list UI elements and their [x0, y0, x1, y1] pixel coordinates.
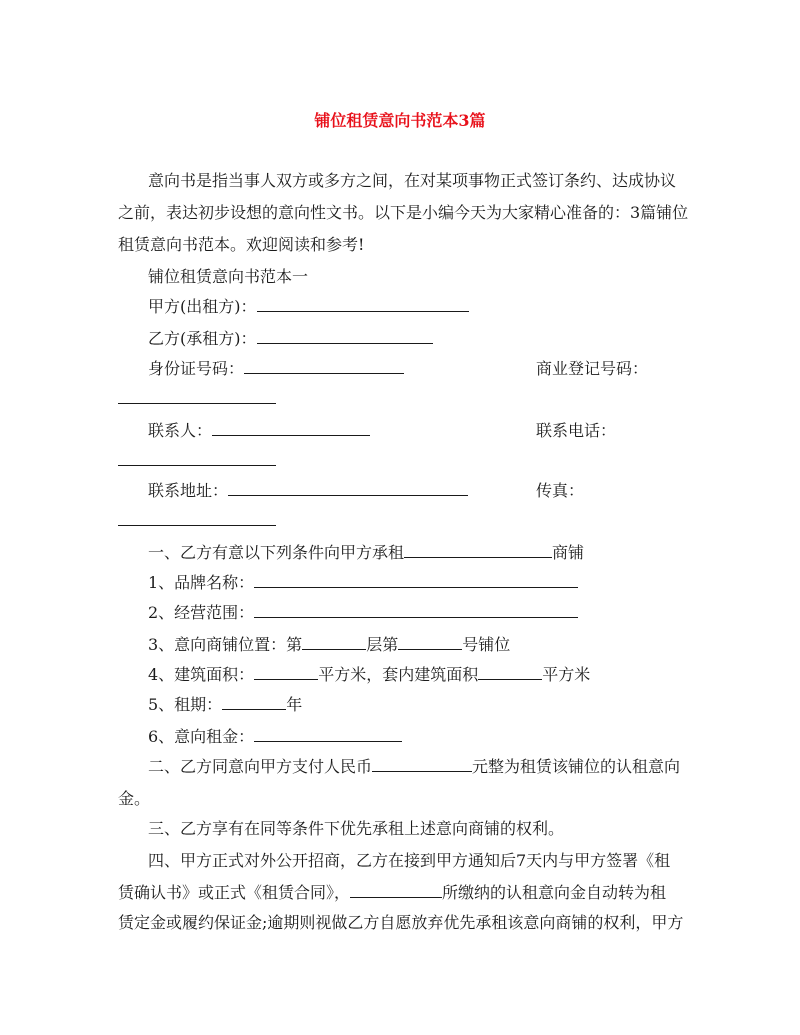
clause-4-line-2-tail: 所缴纳的认租意向金自动转为租 — [442, 883, 667, 902]
item-area-label: 4、建筑面积： — [148, 665, 255, 684]
party-a-label: 甲方(出租方)： — [148, 297, 257, 316]
clause-4-line-2-lead: 赁确认书》或正式《租赁合同》， — [118, 883, 351, 902]
item-brand-line — [148, 572, 578, 594]
item-term-blank — [222, 694, 286, 710]
party-a-line — [148, 296, 469, 318]
clause-1-line — [148, 542, 584, 564]
intro-line-3: 租赁意向书范本。欢迎阅读和参考! — [118, 235, 365, 254]
id-number-line — [148, 358, 404, 380]
item-term-line — [148, 694, 302, 716]
clause-4-line-2 — [118, 882, 666, 904]
item-scope-label: 2、经营范围： — [148, 603, 255, 622]
item-location-label: 3、意向商铺位置：第 — [148, 635, 303, 654]
document-title: 铺位租赁意向书范本3篇 — [314, 111, 486, 130]
item-area-mid: 平方米，套内建筑面积 — [318, 665, 479, 684]
item-scope-blank — [254, 602, 578, 618]
contact-person-blank — [212, 420, 370, 436]
clause-3-line: 三、乙方享有在同等条件下优先承租上述意向商铺的权利。 — [148, 819, 565, 838]
clause-4-line-1: 四、甲方正式对外公开招商，乙方在接到甲方通知后7天内与甲方签署《租 — [148, 851, 671, 870]
item-rent-label: 6、意向租金： — [148, 727, 255, 746]
business-reg-blank — [118, 388, 276, 404]
contact-person-line — [148, 420, 370, 442]
contact-address-label: 联系地址： — [148, 481, 229, 500]
party-b-blank — [257, 328, 433, 344]
contact-address-line — [148, 480, 468, 502]
item-rent-line — [148, 726, 402, 748]
item-area-blank-2 — [478, 664, 542, 680]
item-term-label: 5、租期： — [148, 695, 223, 714]
party-b-line — [148, 328, 433, 350]
party-a-blank — [257, 296, 469, 312]
party-b-label: 乙方(承租方)： — [148, 329, 257, 348]
clause-2-wrap: 金。 — [118, 789, 151, 808]
clause-1-tail: 商铺 — [552, 543, 585, 562]
clause-2-tail: 元整为租赁该铺位的认租意向 — [472, 757, 681, 776]
id-number-label: 身份证号码： — [148, 359, 245, 378]
intro-line-2: 之前，表达初步设想的意向性文书。以下是小编今天为大家精心准备的：3篇铺位 — [118, 203, 689, 222]
fax-blank — [118, 510, 276, 526]
item-location-unit-blank — [398, 634, 462, 650]
fax-line — [118, 510, 276, 532]
item-brand-label: 1、品牌名称： — [148, 573, 255, 592]
item-rent-blank — [254, 726, 402, 742]
item-area-line — [148, 664, 590, 686]
clause-1-lead: 一、乙方有意以下列条件向甲方承租 — [148, 543, 405, 562]
clause-4-blank — [350, 882, 442, 898]
fax-label: 传真： — [536, 481, 585, 500]
item-scope-line — [148, 602, 578, 624]
clause-1-blank — [404, 542, 552, 558]
item-term-tail: 年 — [286, 695, 303, 714]
contact-phone-blank — [118, 450, 276, 466]
item-area-tail: 平方米 — [542, 665, 591, 684]
intro-line-1: 意向书是指当事人双方或多方之间，在对某项事物正式签订条约、达成协议 — [148, 171, 677, 190]
contact-phone-label: 联系电话： — [536, 421, 617, 440]
clause-2-line — [148, 756, 680, 778]
item-location-mid: 层第 — [366, 635, 399, 654]
section-heading: 铺位租赁意向书范本一 — [148, 267, 309, 286]
contact-phone-line — [118, 450, 276, 472]
item-location-tail: 号铺位 — [462, 635, 511, 654]
clause-2-blank — [372, 756, 472, 772]
clause-2-lead: 二、乙方同意向甲方支付人民币 — [148, 757, 373, 776]
item-location-line — [148, 634, 510, 656]
contact-person-label: 联系人： — [148, 421, 213, 440]
id-number-blank — [244, 358, 404, 374]
item-brand-blank — [254, 572, 578, 588]
business-reg-label: 商业登记号码： — [536, 359, 649, 378]
item-area-blank-1 — [254, 664, 318, 680]
clause-4-line-3: 赁定金或履约保证金;逾期则视做乙方自愿放弃优先承租该意向商铺的权利，甲方 — [118, 913, 684, 932]
item-location-floor-blank — [302, 634, 366, 650]
contact-address-blank — [228, 480, 468, 496]
business-reg-line — [118, 388, 276, 410]
